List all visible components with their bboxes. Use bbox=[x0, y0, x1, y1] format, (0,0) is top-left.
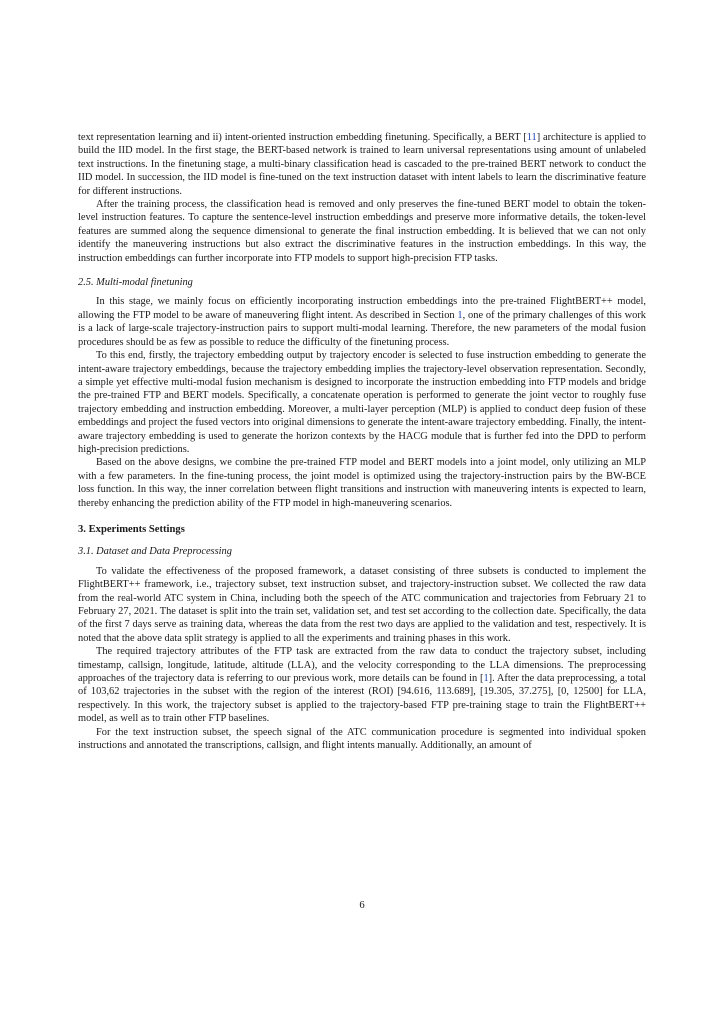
citation-link[interactable]: 1 bbox=[483, 673, 489, 685]
subsection-title-2-5: 2.5. Multi-modal finetuning bbox=[78, 277, 193, 289]
paragraph-text: ]. After the data preprocessing, a total of 103,62 trajectories in the subset with the region of the interest (ROI) [94.616, 113.689], [19.305, 37.275], [0, 12500] for LLA, respectively. In this work, the trajectory subset is applied to the trajectory-based FTP pre-training stage to train the FlightBERT++ model, as well as to train other FTP baselines. bbox=[78, 673, 646, 725]
paragraph-iid-training bbox=[78, 131, 646, 198]
paragraph-finetuning-intro bbox=[78, 295, 646, 349]
paragraph-text: , one of the primary challenges of this work is a lack of large-scale trajectory-instruction pairs to support multi-modal learning. Therefore, the new parameters of the modal fusion procedures should be as few as possible to reduce the difficulty of the finetuning process. bbox=[78, 309, 646, 348]
section-reference-link[interactable]: 1 bbox=[457, 309, 463, 321]
subsection-title-3-1: 3.1. Dataset and Data Preprocessing bbox=[78, 546, 232, 558]
paragraph-dataset: To validate the effectiveness of the proposed framework, a dataset consisting of three subsets is conducted to implement the FlightBERT++ framework, i.e., trajectory subset, text instruction subset, and trajectory-instruction subset. We collected the raw data from the real-world ATC system in China, including both the speech of the ATC communication and trajectories from February 21 to February 27, 2021. The dataset is split into the train set, validation set, and test set according to the collection date. Specifically, the data of the first 7 days serve as training data, whereas the data from the rest two days are applied to the validation and test, respectively. It is noted that the above data split strategy is applied to all the experiments and training phases in this work. bbox=[78, 565, 646, 644]
section-title-3: 3. Experiments Settings bbox=[78, 523, 185, 535]
paragraph-instruction-embedding: After the training process, the classification head is removed and only preserves the fine-tuned BERT model to obtain the token-level instruction features. To capture the sentence-level instruction embeddings and preserve more informative details, the token-level features are summed along the sequence dimensional to generate the final instruction embedding. It is believed that we can not only identify the maneuvering instructions but also extract the discriminative features in the instruction embeddings. In this way, the instruction embeddings can further incorporate into FTP models to support high-precision FTP tasks. bbox=[78, 199, 646, 264]
paragraph-text: The required trajectory attributes of the FTP task are extracted from the raw data to conduct the trajectory subset, including timestamp, callsign, longitude, latitude, altitude (LLA), and the velocity corresponding to the LLA dimensions. The preprocessing approaches of the trajectory data is referring to our previous work, more details can be found in [ bbox=[78, 646, 646, 685]
paragraph-text: ] architecture is applied to build the IID model. In the first stage, the BERT-based network is trained to learn universal representations using amount of unlabeled text instructions. In the finetuning stage, a multi-binary classification head is cascaded to the pre-trained BERT network to conduct the IID model. In succession, the IID model is fine-tuned on the text instruction dataset with intent labels to learn the discriminative feature for different instructions. bbox=[78, 132, 646, 197]
paragraph-joint-model: Based on the above designs, we combine the pre-trained FTP model and BERT models into a joint model, only utilizing an MLP with a few parameters. In the fine-tuning process, the joint model is optimized using the trajectory-instruction pairs by the BW-BCE loss function. In this way, the inner correlation between flight transitions and instruction with maneuvering intents is expected to learn, thereby enhancing the prediction ability of the FTP model in high-maneuvering scenarios. bbox=[78, 457, 646, 509]
paragraph-fusion-mechanism: To this end, firstly, the trajectory embedding output by trajectory encoder is selected to fuse instruction embedding to generate the intent-aware trajectory embeddings, because the trajectory embedding implies the trajectory-level observation representation. Secondly, a simple yet effective multi-modal fusion mechanism is designed to incorporate the instruction embedding into FTP models and bridge the pre-trained FTP and BERT models. Specifically, a concatenate operation is performed to generate the joint vector to roughly fuse trajectory embedding and instruction embedding. Moreover, a multi-layer perception (MLP) is applied to conduct deep fusion of these embeddings and project the fused vectors into original dimensions to generate the intent-aware trajectory embedding. Finally, the intent-aware trajectory embedding is used to generate the horizon contexts by the HACG module that is further fed into the DPD to perform high-precision predictions. bbox=[78, 350, 646, 455]
paragraph-text-instruction-subset: For the text instruction subset, the speech signal of the ATC communication procedure is segmented into individual spoken instructions and annotated the transcriptions, callsign, and flight intents manually. Additionally, an amount of bbox=[78, 726, 646, 752]
paper-page bbox=[78, 131, 646, 752]
paragraph-trajectory-subset bbox=[78, 645, 646, 725]
citation-link[interactable]: 11 bbox=[526, 132, 537, 143]
page-number: 6 bbox=[359, 900, 365, 911]
paragraph-text: text representation learning and ii) intent-oriented instruction embedding finetuning. Specifically, a BERT [ bbox=[78, 132, 527, 143]
paragraph-text: In this stage, we mainly focus on efficiently incorporating instruction embeddings into the pre-trained FlightBERT++ model, allowing the FTP model to be aware of maneuvering flight intent. As described in Section bbox=[78, 296, 646, 321]
